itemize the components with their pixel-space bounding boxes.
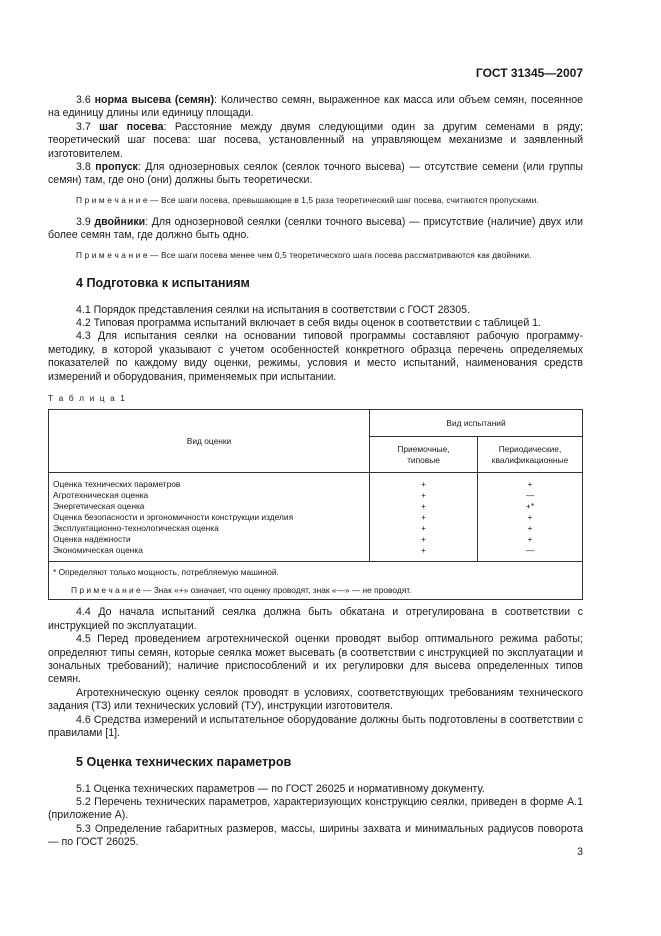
table-row-periodic: — <box>525 544 535 555</box>
clause-3-7: 3.7 шаг посева: Расстояние между двумя следующими один за другим семенами в ряду; теоретический шаг посева: шаг посева, установленный на управляющем механизме и заявленный изготовителем. <box>48 120 583 160</box>
clause-4-5: 4.5 Перед проведением агротехнической оценки проводят выбор оптимального режима работы; определяют типы семян, которые сеялка может высевать (в соответствии с инструкцией по эксплуатации и зональных требований); наличие приспособлений и их регулировки для высева определенных типов семян. <box>48 633 583 686</box>
note-3-9: П р и м е ч а н и е — Все шаги посева менее чем 0,5 теоретического шага посева рассматриваются как двойники. <box>76 249 532 260</box>
page-content <box>48 94 583 850</box>
table-row-periodic: + <box>527 511 533 522</box>
note-3-8: П р и м е ч а н и е — Все шаги посева, превышающие в 1,5 раза теоретический шаг посева, считаются пропусками. <box>76 194 539 205</box>
table-row-acceptance: + <box>421 511 426 522</box>
table-row-acceptance: + <box>421 522 426 533</box>
clause-4-2: 4.2 Типовая программа испытаний включает в себя виды оценок в соответствии с таблицей 1. <box>76 317 542 330</box>
clause-5-1: 5.1 Оценка технических параметров — по ГОСТ 26025 и нормативному документу. <box>76 782 485 795</box>
table-row-acceptance: + <box>421 533 426 544</box>
clause-3-6: 3.6 норма высева (семян): Количество семян, выраженное как масса или объем семян, посеянное на единицу длины или единицу площади. <box>48 94 584 120</box>
table-row-periodic: + <box>527 479 533 490</box>
clause-4-3: 4.3 Для испытания сеялки на основании типовой программы составляют рабочую программу-методику, в которой указывают с учетом особенностей конкретного образца перечень определяемых показателей по каждому виду оценки, режимы, условия и место испытаний, наименования средств измерений и оборудования, применяемых при испытании. <box>48 330 583 383</box>
header-periodic: Периодические, квалификационные <box>478 437 583 473</box>
table-row-name: Оценка надежности <box>53 533 131 544</box>
table-row-name: Энергетическая оценка <box>53 500 145 511</box>
document-header: ГОСТ 31345—2007 <box>475 66 583 80</box>
table-notes <box>49 562 583 600</box>
section-5-title: 5 Оценка технических параметров <box>76 754 292 769</box>
table-row-acceptance: + <box>421 544 426 555</box>
clause-3-9: 3.9 двойники: Для однозерновой сеялки (сеялки точного высева) — присутствие (наличие) двух или более семян там, где должно быть одно. <box>48 215 583 242</box>
table-footnote: * Определяют только мощность, потребляемую машиной. <box>53 567 279 578</box>
table-col-acceptance <box>370 473 478 562</box>
table-note: П р и м е ч а н и е — Знак «+» означает, что оценку проводят, знак «—» — не проводят. <box>71 585 412 596</box>
clause-5-2: 5.2 Перечень технических параметров, характеризующих конструкцию сеялки, приведен в форме А.1 (приложение А). <box>48 795 583 822</box>
section-4-title: 4 Подготовка к испытаниям <box>76 275 250 290</box>
header-acceptance: Приемочные, типовые <box>370 437 478 473</box>
header-group: Вид испытаний <box>370 410 583 437</box>
clause-4-5-cont: Агротехническую оценку сеялок проводят в условиях, соответствующих требованиям технического задания (ТЗ) или технических условий (ТУ), инструкции изготовителя. <box>48 686 583 713</box>
table-row-periodic: — <box>525 490 535 500</box>
clause-5-3: 5.3 Определение габаритных размеров, массы, ширины захвата и минимальных радиусов поворота — по ГОСТ 26025. <box>48 822 583 849</box>
table-row-name: Оценка безопасности и эргономичности конструкции изделия <box>53 511 294 522</box>
clause-4-4: 4.4 До начала испытаний сеялка должна быть обкатана и отрегулирована в соответствии с инструкцией по эксплуатации. <box>48 606 583 632</box>
table-row-name: Оценка технических параметров <box>53 479 181 490</box>
table-row-periodic: + <box>527 533 533 544</box>
table-caption: Т а б л и ц а 1 <box>48 393 127 404</box>
table-row-name: Эксплуатационно-технологическая оценка <box>53 522 219 533</box>
header-kind: Вид оценки <box>49 410 370 473</box>
page-number: 3 <box>577 846 583 858</box>
table-row-acceptance: + <box>421 500 426 511</box>
table-1 <box>48 409 583 600</box>
table-col-periodic <box>478 473 583 562</box>
clause-3-8: 3.8 пропуск: Для однозерновых сеялок (сеялок точного высева) — отсутствие семени (или группы семян) там, где оно (они) должны быть теоретически. <box>48 161 583 187</box>
clause-4-1: 4.1 Порядок представления сеялки на испытания в соответствии с ГОСТ 28305. <box>76 303 471 316</box>
clause-4-6: 4.6 Средства измерений и испытательное оборудование должны быть подготовлены в соответствии с правилами [1]. <box>48 713 583 740</box>
table-row-acceptance: + <box>421 490 426 500</box>
table-row-name: Агротехническая оценка <box>53 490 149 500</box>
table-row-periodic: + <box>527 522 533 533</box>
table-row-acceptance: + <box>421 479 426 490</box>
table-row-periodic: +* <box>525 500 535 511</box>
table-col-names <box>49 473 370 562</box>
table-row-name: Экономическая оценка <box>53 544 143 555</box>
